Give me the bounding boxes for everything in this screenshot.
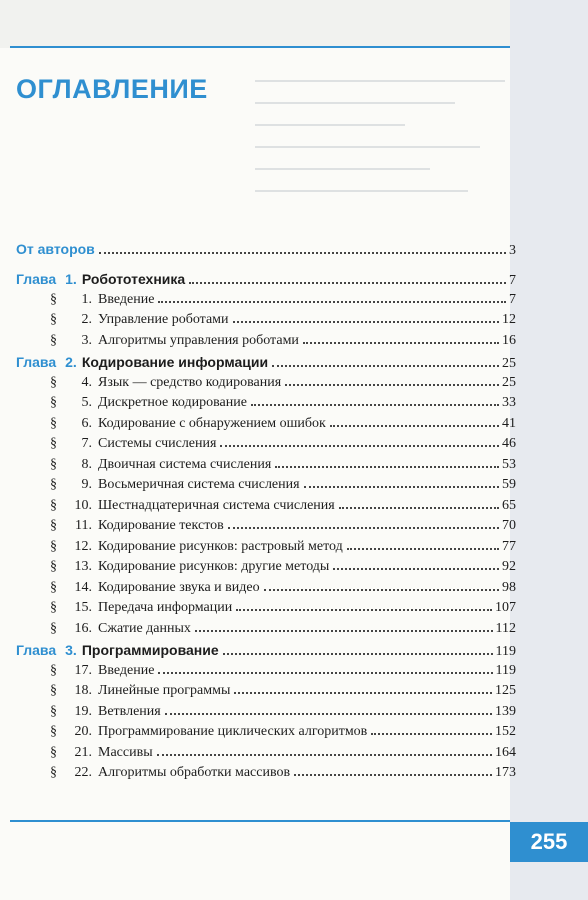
- toc-entry-section[interactable]: [50, 332, 516, 350]
- toc-entry-section[interactable]: [50, 435, 516, 453]
- page-number: 107: [495, 600, 516, 616]
- section-title: Кодирование с обнаружением ошибок: [98, 415, 326, 431]
- section-title: Ветвления: [98, 703, 161, 719]
- section-symbol: §: [50, 765, 57, 781]
- section-title: Алгоритмы обработки массивов: [98, 765, 291, 781]
- page-number-badge: 255: [510, 822, 588, 862]
- section-title: Программирование циклических алгоритмов: [98, 724, 368, 740]
- section-title: Восьмеричная система счисления: [98, 477, 300, 493]
- toc-entry-section[interactable]: [50, 599, 516, 617]
- page-number: 16: [502, 332, 516, 348]
- page-number: 92: [502, 559, 516, 575]
- section-symbol: §: [50, 620, 57, 636]
- section-number: 21.: [74, 744, 92, 760]
- section-number: 15.: [74, 600, 92, 616]
- page-number: 112: [495, 620, 516, 636]
- dot-leader: [165, 713, 492, 715]
- dot-leader: [275, 466, 499, 468]
- section-number: 1.: [81, 291, 92, 307]
- chapter-prefix: Глава: [16, 642, 57, 659]
- dot-leader: [347, 548, 499, 550]
- dot-leader: [195, 630, 493, 632]
- chapter-number: 2.: [65, 354, 77, 371]
- section-title: Кодирование текстов: [98, 518, 224, 534]
- section-number: 13.: [74, 559, 92, 575]
- chapter-prefix: Глава: [16, 354, 57, 371]
- toc-entry-section[interactable]: [50, 662, 516, 680]
- section-number: 19.: [74, 703, 92, 719]
- page-number: 70: [502, 518, 516, 534]
- dot-leader: [236, 609, 492, 611]
- bottom-rule: [10, 820, 510, 822]
- section-number: 18.: [74, 683, 92, 699]
- section-title: Линейные программы: [98, 683, 231, 699]
- dot-leader: [158, 301, 506, 303]
- section-title: Шестнадцатеричная система счисления: [98, 497, 335, 513]
- page-number: 33: [502, 395, 516, 411]
- dot-leader: [220, 445, 499, 447]
- dot-leader: [339, 507, 499, 509]
- section-symbol: §: [50, 436, 57, 452]
- section-title: Системы счисления: [98, 436, 217, 452]
- dot-leader: [228, 527, 499, 529]
- dot-leader: [272, 365, 499, 367]
- page-number: 119: [495, 644, 516, 660]
- toc-entry-section[interactable]: [50, 703, 516, 721]
- section-number: 22.: [74, 765, 92, 781]
- toc-entry-chapter[interactable]: [16, 641, 516, 661]
- toc-entry-chapter[interactable]: [16, 270, 516, 290]
- page-number: 46: [502, 436, 516, 452]
- toc-entry-section[interactable]: [50, 394, 516, 412]
- dot-leader: [330, 425, 499, 427]
- page-number: 152: [495, 724, 516, 740]
- chapter-prefix: Глава: [16, 271, 57, 287]
- section-symbol: §: [50, 662, 57, 678]
- section-symbol: §: [50, 332, 57, 348]
- section-number: 20.: [74, 724, 92, 740]
- section-symbol: §: [50, 683, 57, 699]
- section-symbol: §: [50, 395, 57, 411]
- section-number: 8.: [81, 456, 92, 472]
- section-number: 14.: [74, 579, 92, 595]
- toc-entry-section[interactable]: [50, 558, 516, 576]
- section-symbol: §: [50, 744, 57, 760]
- toc-entry-section[interactable]: [50, 723, 516, 741]
- section-title: Массивы: [98, 744, 153, 760]
- dot-leader: [157, 754, 492, 756]
- section-number: 2.: [81, 312, 92, 327]
- toc-entry-section[interactable]: [50, 476, 516, 494]
- section-symbol: §: [50, 497, 57, 513]
- dot-leader: [333, 568, 499, 570]
- dot-leader: [158, 672, 492, 674]
- section-title: Управление роботами: [98, 312, 229, 327]
- section-title: Дискретное кодирование: [98, 395, 247, 411]
- dot-leader: [223, 653, 493, 655]
- dot-leader: [233, 321, 499, 323]
- page-number: 53: [502, 456, 516, 472]
- section-title: Сжатие данных: [98, 620, 191, 636]
- chapter-number: 3.: [65, 642, 77, 659]
- section-number: 7.: [81, 436, 92, 452]
- section-title: Кодирование рисунков: растровый метод: [98, 538, 343, 554]
- toc-entry-section[interactable]: [50, 374, 516, 392]
- dot-leader: [234, 692, 492, 694]
- page-number: 41: [502, 415, 516, 431]
- page-number: 25: [502, 374, 516, 390]
- section-symbol: §: [50, 415, 57, 431]
- top-band: [0, 0, 588, 48]
- page-number: 7: [509, 291, 516, 307]
- page-number: 12: [502, 312, 516, 327]
- section-number: 6.: [81, 415, 92, 431]
- top-rule: [10, 46, 510, 48]
- section-number: 10.: [74, 497, 92, 513]
- dot-leader: [99, 252, 506, 254]
- authors-label: От авторов: [16, 241, 95, 257]
- toc-entry-chapter[interactable]: [16, 353, 516, 373]
- page-number: 25: [502, 356, 516, 372]
- dot-leader: [371, 733, 492, 735]
- show-through-text: [255, 80, 505, 230]
- section-number: 11.: [75, 518, 92, 534]
- section-title: Язык — средство кодирования: [98, 374, 282, 390]
- toc-entry-section[interactable]: [50, 291, 516, 309]
- section-symbol: §: [50, 724, 57, 740]
- page-number: 139: [495, 703, 516, 719]
- toc-entry-section[interactable]: [50, 744, 516, 762]
- page-title: ОГЛАВЛЕНИЕ: [16, 74, 208, 104]
- right-margin-bar: [510, 0, 588, 900]
- section-symbol: §: [50, 291, 57, 307]
- section-symbol: §: [50, 477, 57, 493]
- section-number: 3.: [81, 332, 92, 348]
- section-number: 4.: [81, 374, 92, 390]
- toc-entry-section[interactable]: [50, 682, 516, 700]
- page-number: 119: [495, 662, 516, 678]
- toc-entry-section[interactable]: [50, 517, 516, 535]
- section-symbol: §: [50, 456, 57, 472]
- toc-entry-section[interactable]: [50, 415, 516, 433]
- section-title: Кодирование звука и видео: [98, 579, 260, 595]
- section-number: 9.: [81, 477, 92, 493]
- section-symbol: §: [50, 538, 57, 554]
- toc-entry-section[interactable]: [50, 311, 516, 329]
- section-number: 5.: [81, 395, 92, 411]
- dot-leader: [303, 342, 499, 344]
- chapter-number: 1.: [65, 271, 77, 287]
- section-symbol: §: [50, 312, 57, 327]
- page-number: 164: [495, 744, 516, 760]
- page-number: 173: [495, 765, 516, 781]
- page-number: 59: [502, 477, 516, 493]
- section-symbol: §: [50, 518, 57, 534]
- section-number: 12.: [74, 538, 92, 554]
- section-title: Введение: [98, 291, 155, 307]
- section-symbol: §: [50, 559, 57, 575]
- dot-leader: [304, 486, 499, 488]
- chapter-title: Кодирование информации: [81, 354, 269, 371]
- section-symbol: §: [50, 703, 57, 719]
- page-number: 98: [502, 579, 516, 595]
- dot-leader: [264, 589, 499, 591]
- toc-entry-authors[interactable]: [16, 240, 516, 260]
- toc-entry-section[interactable]: [50, 620, 516, 638]
- page-number: 7: [509, 273, 516, 288]
- dot-leader: [285, 384, 499, 386]
- toc-entry-section[interactable]: [50, 764, 516, 782]
- page-number: 77: [502, 538, 516, 554]
- section-title: Двоичная система счисления: [98, 456, 272, 472]
- chapter-title: Робототехника: [81, 271, 186, 287]
- chapter-title: Программирование: [81, 642, 219, 659]
- section-number: 17.: [74, 662, 92, 678]
- page-number: 65: [502, 497, 516, 513]
- section-title: Кодирование рисунков: другие методы: [98, 559, 330, 575]
- section-symbol: §: [50, 374, 57, 390]
- page-number: 125: [495, 683, 516, 699]
- dot-leader: [294, 774, 492, 776]
- section-title: Передача информации: [98, 600, 233, 616]
- section-title: Введение: [98, 662, 155, 678]
- section-title: Алгоритмы управления роботами: [98, 332, 299, 348]
- toc-entry-section[interactable]: [50, 497, 516, 515]
- dot-leader: [251, 404, 499, 406]
- toc-entry-section[interactable]: [50, 579, 516, 597]
- toc-entry-section[interactable]: [50, 456, 516, 474]
- section-symbol: §: [50, 579, 57, 595]
- toc-entry-section[interactable]: [50, 538, 516, 556]
- page-number: 3: [509, 243, 516, 258]
- section-number: 16.: [74, 620, 92, 636]
- section-symbol: §: [50, 600, 57, 616]
- dot-leader: [189, 282, 506, 284]
